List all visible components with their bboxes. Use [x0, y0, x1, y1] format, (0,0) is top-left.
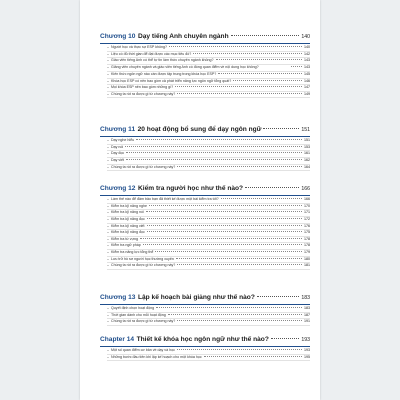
- chapter-number: Chương 12: [100, 185, 136, 192]
- toc-entry: – Kiến thức ngôn ngữ nào cần được tập trung trong khóa học ESP? 145: [107, 72, 310, 79]
- chapter-title: Kiểm tra người học như thế nào?: [137, 185, 244, 192]
- entry-text: Thời gian dành cho mỗi hoạt động: [111, 312, 166, 317]
- entry-page: 176: [304, 223, 310, 228]
- entry-text: Kiến thức ngôn ngữ nào cần được tập trung trong khóa học ESP?: [111, 71, 217, 76]
- chapter-entries: [107, 45, 310, 98]
- entry-text: Quyết định chọn hoạt động: [111, 306, 155, 311]
- toc-entry: – Thời gian dành cho mỗi hoạt động 187: [107, 313, 310, 320]
- entry-text: Kiểm tra kỹ năng viết: [111, 223, 145, 228]
- chapter-page: 140: [301, 34, 310, 40]
- leader-dots: [177, 264, 302, 265]
- entry-page: 166: [304, 197, 310, 202]
- leader-dots: [218, 73, 302, 74]
- leader-dots: [177, 320, 302, 321]
- entry-page: 142: [304, 51, 310, 56]
- entry-text: Làm thế nào để đảm bảo bạn đã thiết kế được một bài kiểm tra tốt?: [111, 197, 219, 202]
- chapter-heading: [100, 33, 310, 41]
- toc-entry: – Quyết định chọn hoạt động 183: [107, 306, 310, 313]
- toc-entry: – Kiểm tra ngữ pháp 178: [107, 243, 310, 250]
- chapter-rule: [100, 346, 310, 347]
- entry-page: 162: [304, 157, 310, 162]
- chapter-10: [100, 33, 310, 98]
- entry-page: 171: [304, 210, 310, 215]
- entry-page: 175: [304, 230, 310, 235]
- leader-dots: [169, 46, 302, 47]
- entry-page: 195: [304, 354, 310, 359]
- entry-text: Kiểm tra kỹ năng đọc: [111, 230, 145, 235]
- chapter-13: [100, 294, 310, 326]
- entry-page: 153: [304, 144, 310, 149]
- entry-page: 180: [304, 256, 310, 261]
- entry-text: Chúng ta rút ra được gì từ chương này?: [111, 319, 176, 324]
- entry-text: Liệu có đủ thời gian để đạt được các mục tiêu đó?: [111, 51, 192, 56]
- entry-text: Giáo viên tiếng Anh có thể tự tin làm thức chuyên ngành không?: [111, 58, 214, 63]
- entry-page: 178: [304, 243, 310, 248]
- toc-entry: – Dạy nghe hiểu 151: [107, 138, 310, 145]
- entry-page: 179: [304, 249, 310, 254]
- entry-text: Lưu trữ hồ sơ người học thường xuyên: [111, 256, 174, 261]
- entry-page: 193: [304, 348, 310, 353]
- toc-entry: – Kiểm tra kỹ năng nghe 170: [107, 204, 310, 211]
- chapter-entries: [107, 197, 310, 270]
- chapter-heading: [100, 185, 310, 193]
- chapter-heading: [100, 294, 310, 302]
- toc-entry: – Chúng ta rút ra được gì từ chương này? 164: [107, 165, 310, 172]
- toc-entry: – Làm thế nào để đảm bảo bạn đã thiết kế được một bài kiểm tra tốt? 166: [107, 197, 310, 204]
- chapter-entries: [107, 306, 310, 326]
- leader-dots: [216, 59, 302, 60]
- entry-text: Giảng viên chuyên ngành và giáo viên tiếng Anh có đóng quan điểm về nội dung học không?: [111, 65, 259, 70]
- leader-dots: [147, 231, 302, 232]
- toc-entry: – Kiểm tra kỹ năng đọc 172: [107, 217, 310, 224]
- page-edge-tab: [80, 0, 134, 6]
- entry-text: Kiểm tra kỹ năng nói: [111, 210, 144, 215]
- chapter-page: 183: [301, 295, 310, 301]
- entry-text: Người học và thực sự ESP không?: [111, 45, 168, 50]
- leader-dots: [147, 218, 302, 219]
- chapter-rule: [100, 136, 310, 137]
- chapter-11: [100, 126, 310, 171]
- entry-text: Kiểm tra từ vựng: [111, 236, 138, 241]
- leader-dots: [221, 198, 302, 199]
- entry-text: Kiểm tra kỹ năng nghe: [111, 203, 147, 208]
- leader-dots: [156, 307, 302, 308]
- toc-entry: – Liệu có đủ thời gian để đạt được các mục tiêu đó? 142: [107, 52, 310, 59]
- toc-entry: – Giáo viên tiếng Anh có thể tự tin làm thức chuyên ngành không? 143: [107, 58, 310, 65]
- entry-text: Khóa học ESP có nên bao gồm cả phát triển năng lực ngôn ngữ tổng quát?: [111, 78, 232, 83]
- leader-dots: [231, 35, 300, 36]
- leader-dots: [204, 356, 302, 357]
- chapter-heading: [100, 336, 310, 344]
- leader-dots: [126, 159, 302, 160]
- toc-entry: – Kiểm tra năng lực tổng thể 179: [107, 250, 310, 257]
- entry-text: Mọi khóa ESP nên bao gồm những gì?: [111, 85, 174, 90]
- toc-entry: – Giảng viên chuyên ngành và giáo viên tiếng Anh có đóng quan điểm về nội dung học không? 143: [107, 65, 310, 72]
- leader-dots: [175, 86, 302, 87]
- entry-page: 161: [304, 151, 310, 156]
- leader-dots: [136, 139, 302, 140]
- leader-dots: [149, 205, 302, 206]
- entry-page: 183: [304, 306, 310, 311]
- chapter-page: 151: [301, 127, 310, 133]
- leader-dots: [126, 152, 302, 153]
- entry-page: 143: [304, 65, 310, 70]
- entry-page: 146: [304, 78, 310, 83]
- leader-dots: [257, 296, 299, 297]
- chapter-number: Chương 13: [100, 294, 136, 301]
- chapter-12: [100, 185, 310, 270]
- leader-dots: [233, 80, 302, 81]
- toc-entry: – Những bước đầu tiên khi lập kế hoạch cho một khóa học 195: [107, 355, 310, 362]
- entry-text: Kiểm tra năng lực tổng thể: [111, 249, 154, 254]
- leader-dots: [168, 314, 302, 315]
- entry-page: 172: [304, 216, 310, 221]
- toc-entry: – Kiểm tra kỹ năng đọc 175: [107, 230, 310, 237]
- chapter-number: Chương 10: [100, 33, 136, 40]
- entry-page: 143: [304, 58, 310, 63]
- entry-text: Một số quan điểm cơ bản về dạy và học: [111, 348, 175, 353]
- leader-dots: [146, 211, 302, 212]
- entry-text: Những bước đầu tiên khi lập kế hoạch cho một khóa học: [111, 354, 202, 359]
- entry-page: 181: [304, 263, 310, 268]
- chapter-entries: [107, 348, 310, 361]
- chapter-page: 166: [301, 186, 310, 192]
- leader-dots: [271, 338, 299, 339]
- chapter-title: Lập kế hoạch bài giảng như thế nào?: [137, 294, 255, 301]
- toc-entry: – Chúng ta rút ra được gì từ chương này? 181: [107, 263, 310, 270]
- entry-page: 149: [304, 91, 310, 96]
- toc-entry: – Chúng ta rút ra được gì từ chương này? 149: [107, 92, 310, 99]
- entry-text: Chúng ta rút ra được gì từ chương này?: [111, 91, 176, 96]
- toc-entry: – Kiểm tra từ vựng 178: [107, 237, 310, 244]
- leader-dots: [177, 93, 302, 94]
- toc-entry: – Kiểm tra kỹ năng viết 176: [107, 224, 310, 231]
- entry-text: Dạy nói: [111, 144, 124, 149]
- entry-page: 147: [304, 85, 310, 90]
- book-page: [80, 0, 320, 400]
- entry-text: Dạy nghe hiểu: [111, 138, 135, 143]
- chapter-14: [100, 336, 310, 361]
- chapter-entries: [107, 138, 310, 171]
- entry-page: 145: [304, 71, 310, 76]
- leader-dots: [193, 53, 302, 54]
- chapter-heading: [100, 126, 310, 134]
- toc-entry: – Mọi khóa ESP nên bao gồm những gì? 147: [107, 85, 310, 92]
- entry-page: 191: [304, 319, 310, 324]
- toc-entry: – Người học và thực sự ESP không? 140: [107, 45, 310, 52]
- entry-page: 187: [304, 312, 310, 317]
- leader-dots: [155, 251, 302, 252]
- toc-entry: – Kiểm tra kỹ năng nói 171: [107, 210, 310, 217]
- leader-dots: [177, 349, 302, 350]
- chapter-number: Chapter 14: [100, 336, 135, 343]
- chapter-rule: [100, 43, 310, 44]
- chapter-rule: [100, 304, 310, 305]
- entry-page: 178: [304, 236, 310, 241]
- toc-entry: – Chúng ta rút ra được gì từ chương này? 191: [107, 319, 310, 326]
- leader-dots: [245, 187, 299, 188]
- toc-entry: – Lưu trữ hồ sơ người học thường xuyên 180: [107, 257, 310, 264]
- chapter-page: 193: [301, 337, 310, 343]
- entry-text: Dạy đọc: [111, 151, 125, 156]
- entry-page: 164: [304, 164, 310, 169]
- leader-dots: [177, 166, 302, 167]
- leader-dots: [140, 238, 302, 239]
- entry-text: Kiểm tra ngữ pháp: [111, 243, 141, 248]
- entry-page: 170: [304, 203, 310, 208]
- entry-text: Dạy viết: [111, 157, 124, 162]
- entry-text: Kiểm tra kỹ năng đọc: [111, 216, 145, 221]
- toc-entry: – Dạy nói 153: [107, 145, 310, 152]
- entry-page: 140: [304, 45, 310, 50]
- leader-dots: [176, 258, 302, 259]
- toc-entry: – Dạy đọc 161: [107, 151, 310, 158]
- leader-dots: [125, 146, 302, 147]
- leader-dots: [143, 244, 302, 245]
- chapter-title: Thiết kế khóa học ngôn ngữ như thế nào?: [136, 336, 269, 343]
- chapter-number: Chương 11: [100, 126, 136, 133]
- chapter-title: Dạy tiếng Anh chuyên ngành: [137, 33, 229, 40]
- leader-dots: [291, 66, 302, 67]
- entry-text: Chúng ta rút ra được gì từ chương này?: [111, 164, 176, 169]
- toc-entry: – Khóa học ESP có nên bao gồm cả phát triển năng lực ngôn ngữ tổng quát? 146: [107, 79, 310, 86]
- chapter-rule: [100, 195, 310, 196]
- entry-page: 151: [304, 138, 310, 143]
- entry-text: Chúng ta rút ra được gì từ chương này?: [111, 263, 176, 268]
- toc-entry: – Dạy viết 162: [107, 158, 310, 165]
- leader-dots: [263, 128, 299, 129]
- toc-entry: – Một số quan điểm cơ bản về dạy và học 193: [107, 348, 310, 355]
- leader-dots: [147, 225, 302, 226]
- chapter-title: 20 hoạt động bổ sung để dạy ngôn ngữ: [137, 126, 262, 133]
